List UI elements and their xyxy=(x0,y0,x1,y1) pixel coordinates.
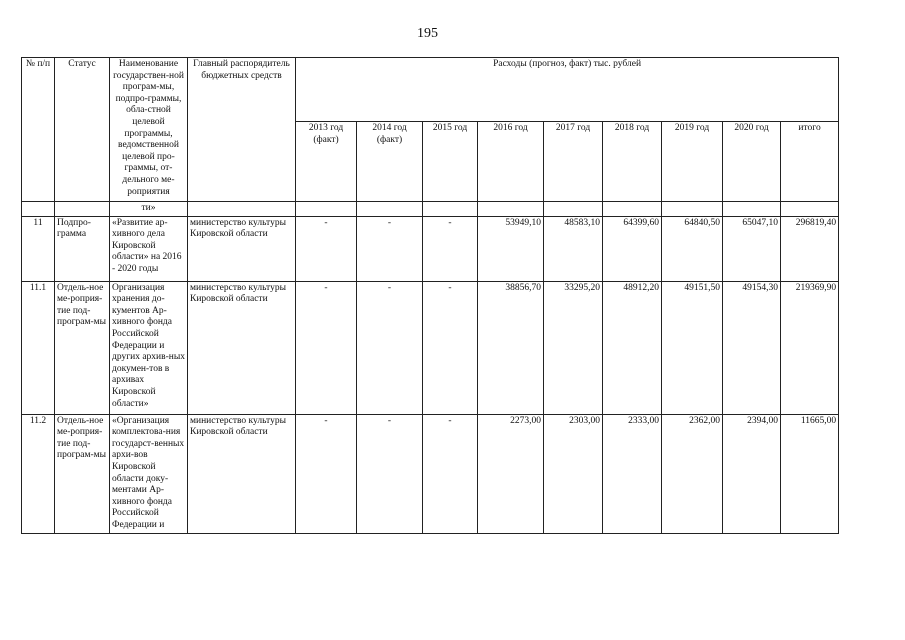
row-value: 2333,00 xyxy=(603,414,662,533)
header-num: № п/п xyxy=(22,58,55,202)
header-year: 2016 год xyxy=(478,122,544,202)
row-value: 48912,20 xyxy=(603,281,662,414)
header-name: Наименование государствен-ной програм-мы, подпро-граммы, обла-стной целевой программы, ведомственной целевой про-граммы, от-дельного ме-роприятия xyxy=(110,58,188,202)
row-distributor: министерство культуры Кировской области xyxy=(188,281,296,414)
header-expenses: Расходы (прогноз, факт) тыс. рублей xyxy=(296,58,839,122)
row-value: 64840,50 xyxy=(662,216,723,281)
header-year: 2019 год xyxy=(662,122,723,202)
row-value: 2362,00 xyxy=(662,414,723,533)
header-row xyxy=(22,58,839,122)
row-total: 296819,40 xyxy=(781,216,839,281)
row-status: Подпро-грамма xyxy=(55,216,110,281)
row-name: Организация хранения до-кументов Ар-хивного фонда Российской Федерации и других архив-ных докумен-тов в архивах Кировской области» xyxy=(110,281,188,414)
row-status: Отдель-ное ме-роприя-тие под-програм-мы xyxy=(55,281,110,414)
row-value: - xyxy=(296,216,357,281)
row-total: 11665,00 xyxy=(781,414,839,533)
row-value: - xyxy=(296,414,357,533)
header-year: 2014 год (факт) xyxy=(357,122,423,202)
row-value: - xyxy=(357,414,423,533)
row-value: - xyxy=(423,281,478,414)
row-value: 48583,10 xyxy=(544,216,603,281)
budget-table xyxy=(21,57,839,534)
row-value: 2303,00 xyxy=(544,414,603,533)
row-num: 11.2 xyxy=(22,414,55,533)
row-value: 2273,00 xyxy=(478,414,544,533)
row-value: 65047,10 xyxy=(723,216,781,281)
header-year: 2020 год xyxy=(723,122,781,202)
header-year: 2015 год xyxy=(423,122,478,202)
row-distributor: министерство культуры Кировской области xyxy=(188,216,296,281)
header-status: Статус xyxy=(55,58,110,202)
row-distributor: министерство культуры Кировской области xyxy=(188,414,296,533)
header-name-continuation: ти» xyxy=(110,202,188,217)
row-value: 2394,00 xyxy=(723,414,781,533)
row-value: 53949,10 xyxy=(478,216,544,281)
row-total: 219369,90 xyxy=(781,281,839,414)
row-name: «Организация комплектова-ния государст-венных архи-вов Кировской области доку-ментами Ар-хивного фонда Российской Федерации и xyxy=(110,414,188,533)
table-row xyxy=(22,281,839,414)
page-number: 195 xyxy=(417,26,438,41)
row-num: 11 xyxy=(22,216,55,281)
row-value: 38856,70 xyxy=(478,281,544,414)
row-num: 11.1 xyxy=(22,281,55,414)
row-value: - xyxy=(423,414,478,533)
row-value: - xyxy=(423,216,478,281)
table-row xyxy=(22,216,839,281)
table-row xyxy=(22,414,839,533)
row-value: 49154,30 xyxy=(723,281,781,414)
header-year: 2017 год xyxy=(544,122,603,202)
header-continuation-row xyxy=(22,202,839,217)
row-value: 49151,50 xyxy=(662,281,723,414)
header-distributor: Главный распорядитель бюджетных средств xyxy=(188,58,296,202)
row-value: - xyxy=(296,281,357,414)
row-value: - xyxy=(357,281,423,414)
header-total: итого xyxy=(781,122,839,202)
row-status: Отдель-ное ме-роприя-тие под-програм-мы xyxy=(55,414,110,533)
row-name: «Развитие ар-хивного дела Кировской области» на 2016 - 2020 годы xyxy=(110,216,188,281)
row-value: - xyxy=(357,216,423,281)
header-year: 2013 год (факт) xyxy=(296,122,357,202)
row-value: 33295,20 xyxy=(544,281,603,414)
header-year: 2018 год xyxy=(603,122,662,202)
row-value: 64399,60 xyxy=(603,216,662,281)
